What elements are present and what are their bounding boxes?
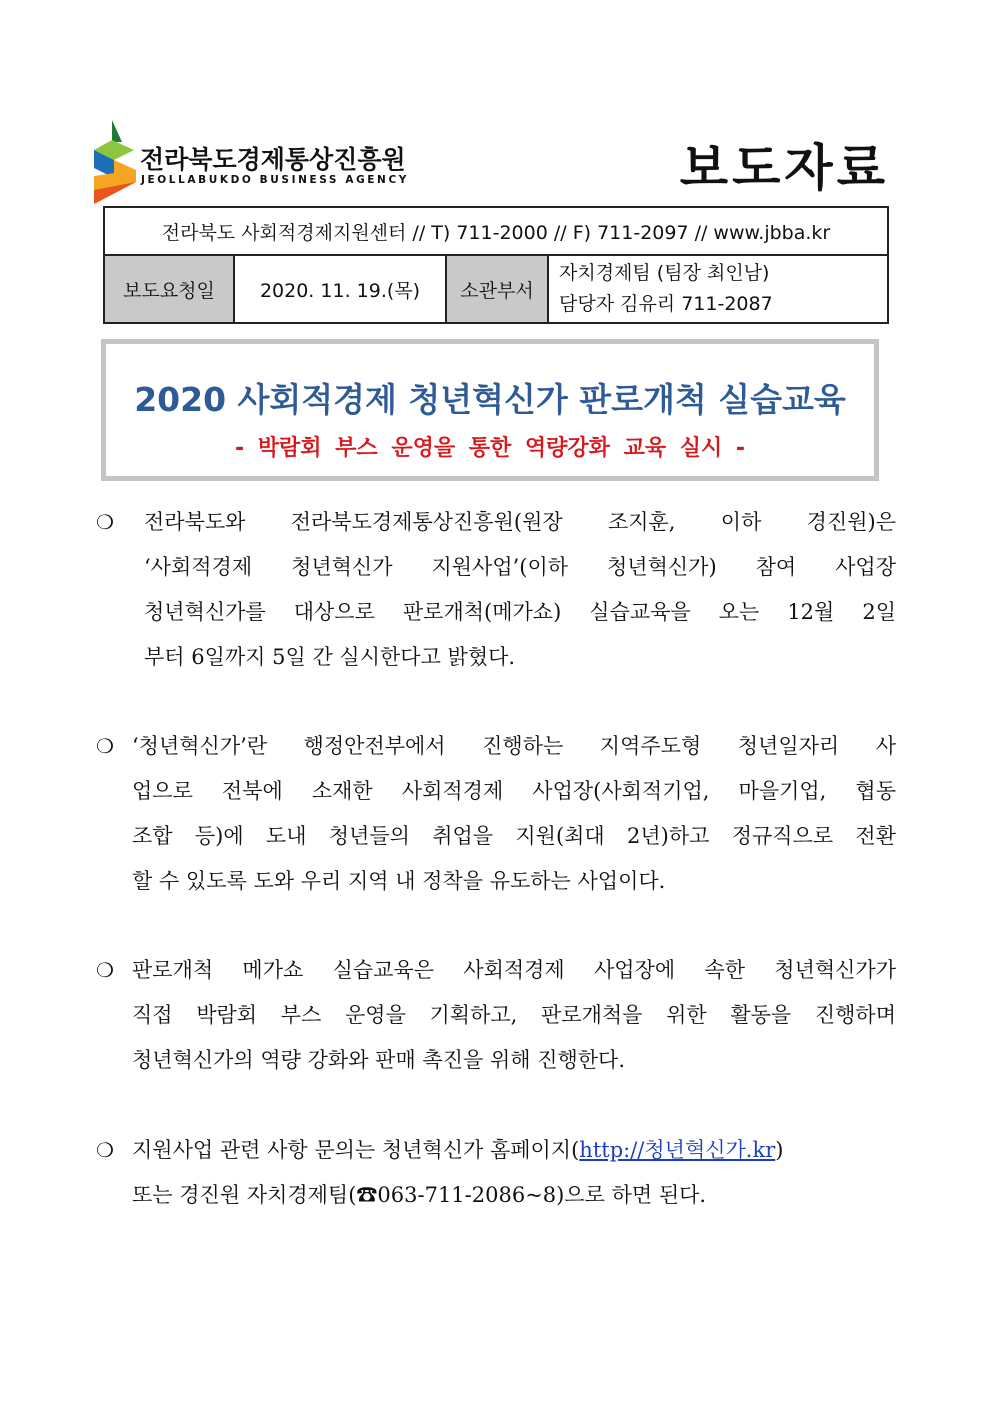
release-date-label: 보도요청일 bbox=[104, 255, 234, 323]
department-label: 소관부서 bbox=[446, 255, 548, 323]
org-name-korean: 전라북도경제통상진흥원 bbox=[140, 145, 406, 174]
body-paragraph-2 bbox=[96, 724, 896, 904]
headline-box bbox=[101, 339, 879, 481]
body-paragraph-3 bbox=[96, 948, 896, 1083]
department-info bbox=[548, 255, 888, 323]
paragraph-line: 조합 등)에 도내 청년들의 취업을 지원(최대 2년)하고 정규직으로 전환 bbox=[132, 824, 896, 848]
body-paragraph-4 bbox=[96, 1128, 896, 1218]
bullet-circle-icon: ❍ bbox=[96, 1138, 114, 1162]
paragraph-line: 부터 6일까지 5일 간 실시한다고 밝혔다. bbox=[144, 645, 516, 669]
paragraph-line: ‘청년혁신가’란 행정안전부에서 진행하는 지역주도형 청년일자리 사 bbox=[132, 734, 896, 758]
bullet-circle-icon: ❍ bbox=[96, 510, 114, 534]
inquiry-text-end: ) bbox=[775, 1138, 784, 1162]
logo-mark-icon bbox=[94, 120, 138, 206]
department-team: 자치경제팀 (팀장 최인남) bbox=[559, 262, 770, 284]
org-name-english: JEOLLABUKDO BUSINESS AGENCY bbox=[141, 174, 409, 186]
paragraph-line: 할 수 있도록 도와 우리 지역 내 정착을 유도하는 사업이다. bbox=[132, 869, 666, 893]
inquiry-text: 지원사업 관련 사항 문의는 청년혁신가 홈페이지( bbox=[132, 1138, 580, 1162]
org-logo bbox=[94, 120, 409, 206]
paragraph-line bbox=[132, 1128, 896, 1173]
headline-title: 2020 사회적경제 청년혁신가 판로개척 실습교육 bbox=[134, 380, 846, 419]
paragraph-line: 판로개척 메가쇼 실습교육은 사회적경제 사업장에 속한 청년혁신가가 bbox=[132, 958, 896, 982]
contact-line: 전라북도 사회적경제지원센터 // T) 711-2000 // F) 711-2097 // www.jbba.kr bbox=[104, 207, 888, 255]
homepage-link[interactable]: http://청년혁신가.kr bbox=[579, 1138, 776, 1162]
contact-row bbox=[104, 207, 888, 255]
department-contact-person: 담당자 김유리 711-2087 bbox=[559, 293, 773, 315]
paragraph-line: ‘사회적경제 청년혁신가 지원사업’(이하 청년혁신가) 참여 사업장 bbox=[144, 555, 896, 579]
body-paragraph-1 bbox=[96, 500, 896, 680]
paragraph-line: 업으로 전북에 소재한 사회적경제 사업장(사회적기업, 마을기업, 협동 bbox=[132, 779, 896, 803]
release-date-value: 2020. 11. 19.(목) bbox=[234, 255, 446, 323]
paragraph-line: 직접 박람회 부스 운영을 기획하고, 판로개척을 위한 활동을 진행하며 bbox=[132, 1003, 896, 1027]
headline-subtitle: - 박람회 부스 운영을 통한 역량강화 교육 실시 - bbox=[234, 436, 746, 461]
paragraph-line: 또는 경진원 자치경제팀(☎063-711-2086~8)으로 하면 된다. bbox=[132, 1183, 707, 1207]
release-info-row bbox=[104, 255, 888, 323]
paragraph-line: 청년혁신가를 대상으로 판로개척(메가쇼) 실습교육을 오는 12월 2일 bbox=[144, 600, 896, 624]
contact-info-table bbox=[103, 206, 889, 324]
bullet-circle-icon: ❍ bbox=[96, 958, 114, 982]
paragraph-line: 전라북도와 전라북도경제통상진흥원(원장 조지훈, 이하 경진원)은 bbox=[144, 510, 896, 534]
document-type-title: 보도자료 bbox=[679, 139, 889, 197]
paragraph-line: 청년혁신가의 역량 강화와 판매 촉진을 위해 진행한다. bbox=[132, 1048, 626, 1072]
bullet-circle-icon: ❍ bbox=[96, 734, 114, 758]
